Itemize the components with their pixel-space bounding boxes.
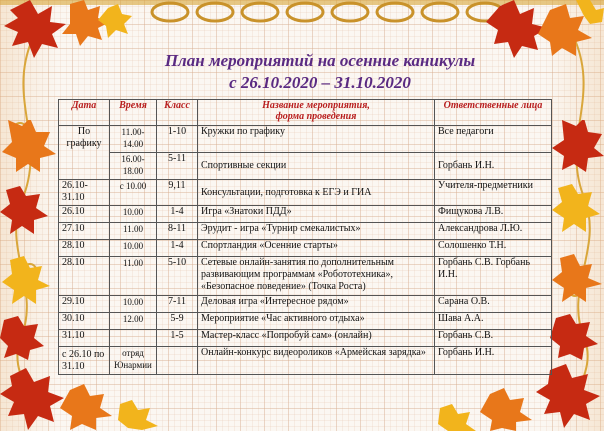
cell-time: 10.00 (110, 296, 157, 313)
gold-ring-icon (152, 3, 503, 21)
cell-class: 9,11 (157, 180, 198, 206)
table-row (59, 257, 552, 296)
cell-class: 1-10 (157, 126, 198, 153)
cell-time: 12.00 (110, 313, 157, 330)
table-header-row (59, 100, 552, 126)
cell-class-unit: отряд Юнармии (110, 347, 157, 375)
table-row (59, 206, 552, 223)
cell-time: с 10.00 (110, 180, 157, 206)
cell-responsible: Горбань С.В. Горбань И.Н. (435, 257, 552, 296)
table-row (59, 223, 552, 240)
schedule-table (58, 99, 552, 375)
cell-event: Деловая игра «Интересное рядом» (198, 296, 435, 313)
cell-responsible: Сарана О.В. (435, 296, 552, 313)
cell-event: Онлайн-конкурс видеороликов «Армейская зарядка» (198, 347, 435, 375)
cell-class (157, 347, 198, 375)
cell-event: Кружки по графику (198, 126, 435, 153)
cell-date: 28.10 (59, 257, 110, 296)
cell-responsible: Горбань И.Н. (435, 153, 552, 180)
cell-date: 26.10-31.10 (59, 180, 110, 206)
header-responsible: Ответственные лица (435, 100, 552, 126)
autumn-leaf-icon (548, 120, 604, 360)
cell-class: 7-11 (157, 296, 198, 313)
cell-time: 11.00 (110, 223, 157, 240)
cell-time (110, 330, 157, 347)
cell-class: 5-11 (157, 153, 198, 180)
cell-date: 29.10 (59, 296, 110, 313)
table-row (59, 296, 552, 313)
title-line-1: План мероприятий на осенние каникулы (164, 51, 476, 70)
cell-date: 30.10 (59, 313, 110, 330)
cell-date: 28.10 (59, 240, 110, 257)
cell-class: 1-5 (157, 330, 198, 347)
table-row (59, 330, 552, 347)
cell-time: 11.00-14.00 (110, 126, 157, 153)
cell-date: с 26.10 по 31.10 (59, 347, 110, 375)
cell-class: 5-9 (157, 313, 198, 330)
cell-responsible: Александрова Л.Ю. (435, 223, 552, 240)
header-name (198, 100, 435, 126)
cell-time: 16.00-18.00 (110, 153, 157, 180)
table-row (59, 153, 552, 180)
table-row (59, 240, 552, 257)
page-title (80, 50, 560, 94)
table-row (59, 180, 552, 206)
cell-responsible: Горбань И.Н. (435, 347, 552, 375)
cell-event: Спортивные секции (198, 153, 435, 180)
cell-responsible: Солошенко Т.Н. (435, 240, 552, 257)
table-row (59, 347, 552, 375)
cell-date: 27.10 (59, 223, 110, 240)
cell-event: Консультации, подготовка к ЕГЭ и ГИА (198, 180, 435, 206)
autumn-leaf-icon (0, 120, 58, 360)
cell-class: 1-4 (157, 240, 198, 257)
header-time: Время (110, 100, 157, 126)
table-row (59, 126, 552, 153)
cell-event: Спортландия «Осенние старты» (198, 240, 435, 257)
cell-responsible: Горбань С.В. (435, 330, 552, 347)
cell-date: 31.10 (59, 330, 110, 347)
cell-time: 11.00 (110, 257, 157, 296)
cell-time: 10.00 (110, 206, 157, 223)
cell-date: 26.10 (59, 206, 110, 223)
header-name-line-2: форма проведения (275, 111, 357, 122)
header-class: Класс (157, 100, 198, 126)
header-date: Дата (59, 100, 110, 126)
cell-class: 8-11 (157, 223, 198, 240)
cell-class: 1-4 (157, 206, 198, 223)
cell-event: Сетевые онлайн-занятия по дополнительным развивающим программам «Робототехника», «Безопасное поведение» (Точка Роста) (198, 257, 435, 296)
cell-class: 5-10 (157, 257, 198, 296)
cell-event: Эрудит - игра «Турнир смекалистых» (198, 223, 435, 240)
title-line-2: с 26.10.2020 – 31.10.2020 (229, 73, 411, 92)
header-name-line-1: Название мероприятия, (262, 100, 370, 111)
cell-responsible: Все педагоги (435, 126, 552, 153)
cell-time: 10.00 (110, 240, 157, 257)
cell-responsible: Шава А.А. (435, 313, 552, 330)
cell-responsible: Учителя-предметники (435, 180, 552, 206)
cell-responsible: Фищукова Л.В. (435, 206, 552, 223)
cell-event: Мастер-класс «Попробуй сам» (онлайн) (198, 330, 435, 347)
table-row (59, 313, 552, 330)
cell-event: Игра «Знатоки ПДД» (198, 206, 435, 223)
cell-event: Мероприятие «Час активного отдыха» (198, 313, 435, 330)
cell-date: По графику (59, 126, 110, 180)
